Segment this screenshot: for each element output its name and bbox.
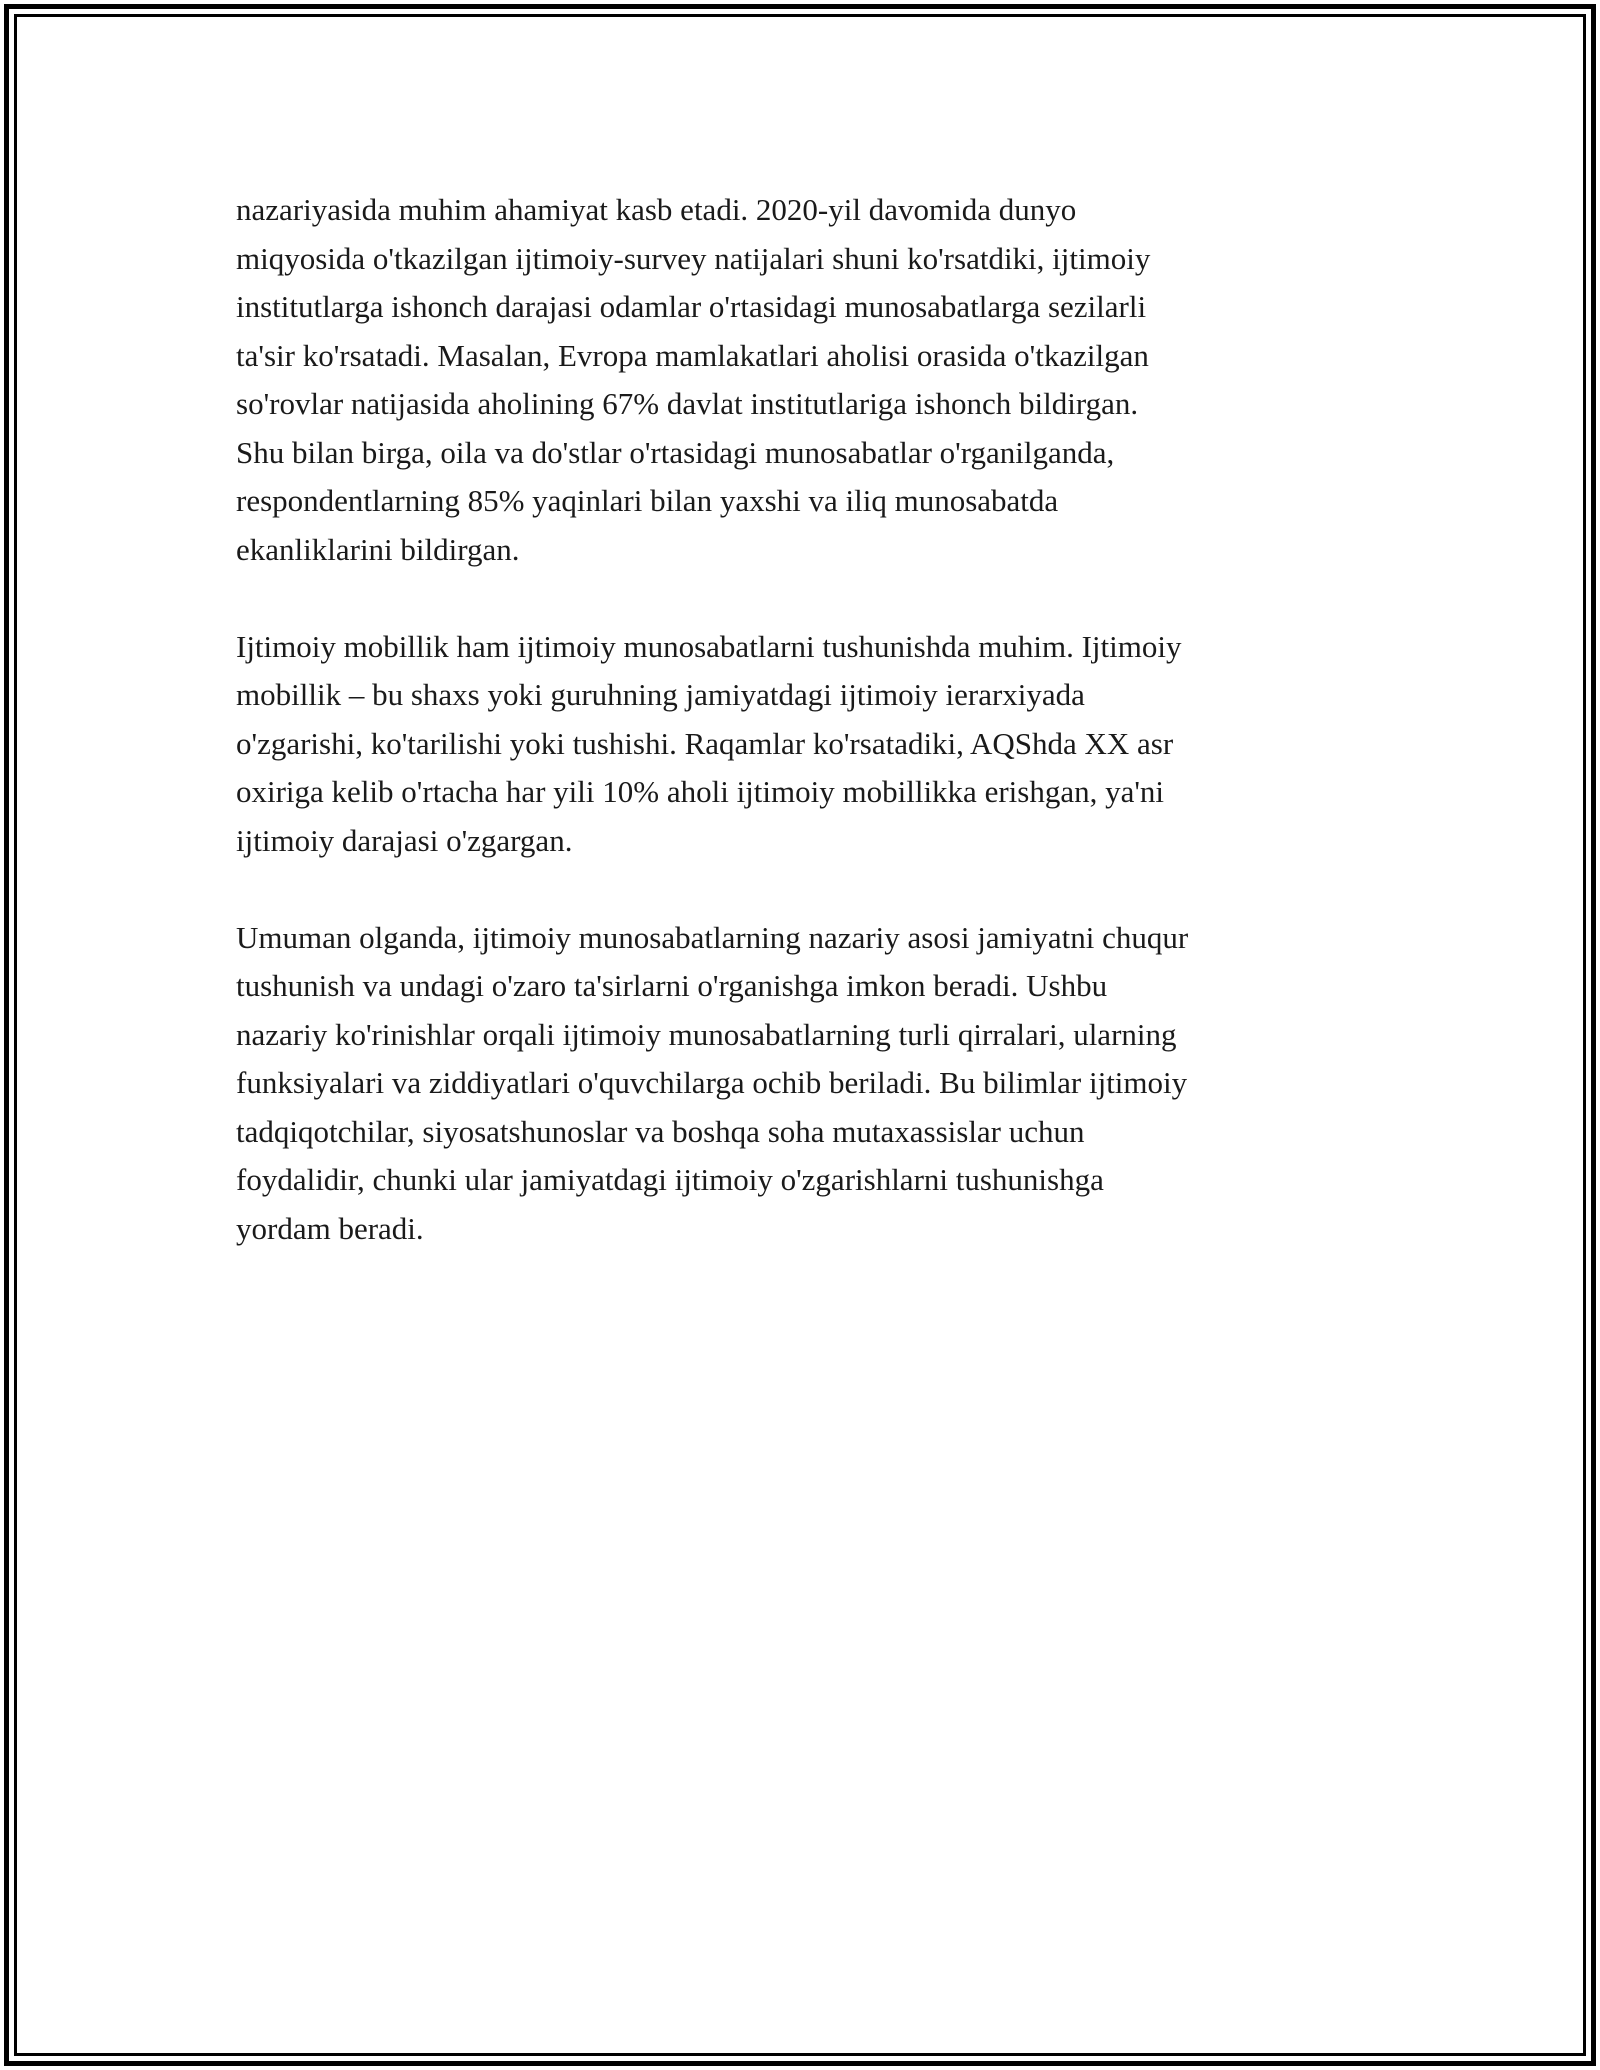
text-line: mobillik – bu shaxs yoki guruhning jamiyatdagi ijtimoiy ierarxiyada [236,677,1085,712]
text-line: Ijtimoiy mobillik ham ijtimoiy munosabatlarni tushunishda muhim. Ijtimoiy [236,628,1182,664]
text-line: o'zgarishi, ko'tarilishi yoki tushishi. Raqamlar ko'rsatadiki, AQShda XX asr [236,725,1174,761]
text-line: Umuman olganda, ijtimoiy munosabatlarning nazariy asosi jamiyatni chuqur [236,919,1189,955]
text-line: nazariy ko'rinishlar orqali ijtimoiy munosabatlarning turli qirralari, ularning [236,1016,1177,1052]
paragraph-2 [236,623,1416,866]
text-line: so'rovlar natijasida aholining 67% davlat institutlariga ishonch bildirgan. [236,386,1139,421]
text-line: tadqiqotchilar, siyosatshunoslar va boshqa soha mutaxassislar uchun [236,1113,1085,1149]
document-body [236,186,1416,1302]
text-line: oxiriga kelib o'rtacha har yili 10% aholi ijtimoiy mobillikka erishgan, ya'ni [236,774,1165,809]
text-line: tushunish va undagi o'zaro ta'sirlarni o'rganishga imkon beradi. Ushbu [236,968,1108,1003]
text-line: nazariyasida muhim ahamiyat kasb etadi. 2020-yil davomida dunyo [236,192,1077,227]
text-line: ta'sir ko'rsatadi. Masalan, Evropa mamlakatlari aholisi orasida o'tkazilgan [236,337,1149,373]
text-line: yordam beradi. [236,1210,424,1246]
text-line: institutlarga ishonch darajasi odamlar o'rtasidagi munosabatlarga sezilarli [236,289,1147,324]
paragraph-3 [236,914,1416,1254]
text-line: Shu bilan birga, oila va do'stlar o'rtasidagi munosabatlar o'rganilganda, [236,434,1115,470]
text-line: respondentlarning 85% yaqinlari bilan yaxshi va iliq munosabatda [236,483,1059,518]
paragraph-1 [236,186,1416,574]
text-line: foydalidir, chunki ular jamiyatdagi ijtimoiy o'zgarishlarni tushunishga [236,1162,1104,1197]
text-line: ekanliklarini bildirgan. [236,531,520,567]
text-line: funksiyalari va ziddiyatlari o'quvchilarga ochib beriladi. Bu bilimlar ijtimoiy [236,1065,1188,1100]
text-line: miqyosida o'tkazilgan ijtimoiy-survey natijalari shuni ko'rsatdiki, ijtimoiy [236,240,1151,276]
text-line: ijtimoiy darajasi o'zgargan. [236,822,573,858]
